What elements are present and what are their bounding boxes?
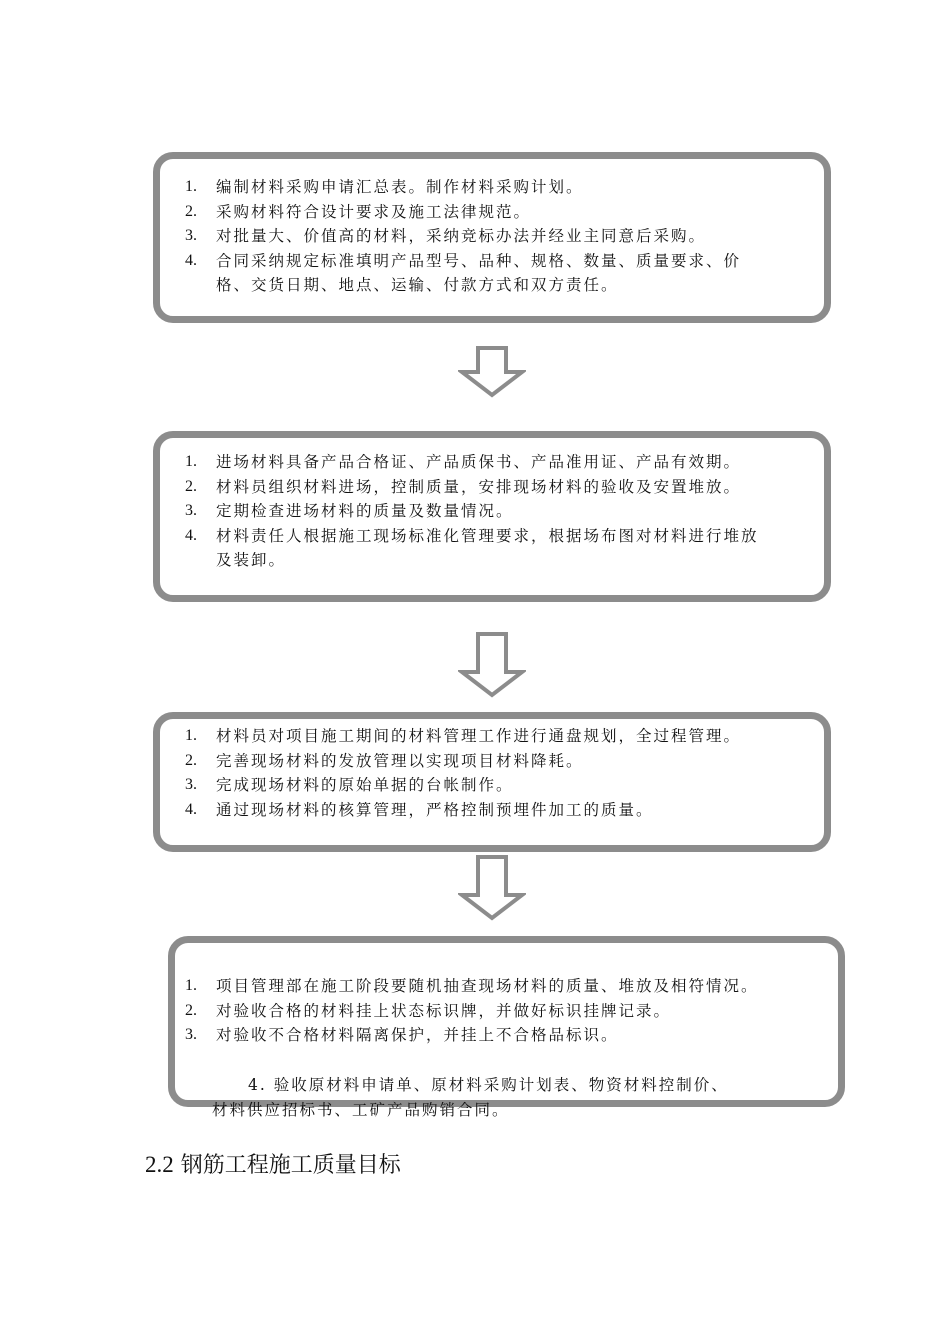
list-item: 4. 通过现场材料的核算管理，严格控制预埋件加工的质量。 <box>185 800 654 819</box>
down-arrow-icon <box>458 855 526 921</box>
down-arrow-icon <box>458 346 526 398</box>
flow-step-3-list <box>185 724 775 822</box>
list-item: 4. 合同采纳规定标准填明产品型号、品种、规格、数量、质量要求、价格、交货日期、地点、运输、付款方式和双方责任。 <box>185 251 742 294</box>
flow-step-4-item-4 <box>212 1073 782 1122</box>
list-item: 2. 对验收合格的材料挂上状态标识牌，并做好标识挂牌记录。 <box>185 1001 672 1020</box>
section-title: 钢筋工程施工质量目标 <box>180 1153 401 1178</box>
list-item: 4. 材料责任人根据施工现场标准化管理要求，根据场布图对材料进行堆放及装卸。 <box>185 526 759 569</box>
list-item: 2. 采购材料符合设计要求及施工法律规范。 <box>185 202 532 221</box>
down-arrow-icon <box>458 632 526 698</box>
list-item: 2. 材料员组织材料进场，控制质量，安排现场材料的验收及安置堆放。 <box>185 477 742 496</box>
flow-step-1-list <box>185 175 775 298</box>
section-number: 2.2 <box>145 1152 174 1177</box>
flow-step-4-list <box>185 974 775 1048</box>
list-item: 3. 完成现场材料的原始单据的台帐制作。 <box>185 776 514 794</box>
list-item: 3. 对验收不合格材料隔离保护，并挂上不合格品标识。 <box>185 1026 619 1044</box>
flow-step-2-list <box>185 450 775 573</box>
list-item: 1. 项目管理部在施工阶段要随机抽查现场材料的质量、堆放及相符情况。 <box>185 977 759 995</box>
item-4-line-1: 4. 验收原材料申请单、原材料采购计划表、物资材料控制价、 <box>248 1076 729 1094</box>
list-item: 3. 对批量大、价值高的材料，采纳竞标办法并经业主同意后采购。 <box>185 227 707 245</box>
item-4-line-2: 材料供应招标书、工矿产品购销合同。 <box>212 1100 510 1119</box>
list-item: 1. 编制材料采购申请汇总表。制作材料采购计划。 <box>185 178 584 196</box>
list-item: 3. 定期检查进场材料的质量及数量情况。 <box>185 502 514 520</box>
list-item: 1. 进场材料具备产品合格证、产品质保书、产品准用证、产品有效期。 <box>185 453 742 471</box>
list-item: 2. 完善现场材料的发放管理以实现项目材料降耗。 <box>185 751 584 770</box>
list-item: 1. 材料员对项目施工期间的材料管理工作进行通盘规划，全过程管理。 <box>185 727 742 745</box>
section-heading <box>145 1148 401 1179</box>
